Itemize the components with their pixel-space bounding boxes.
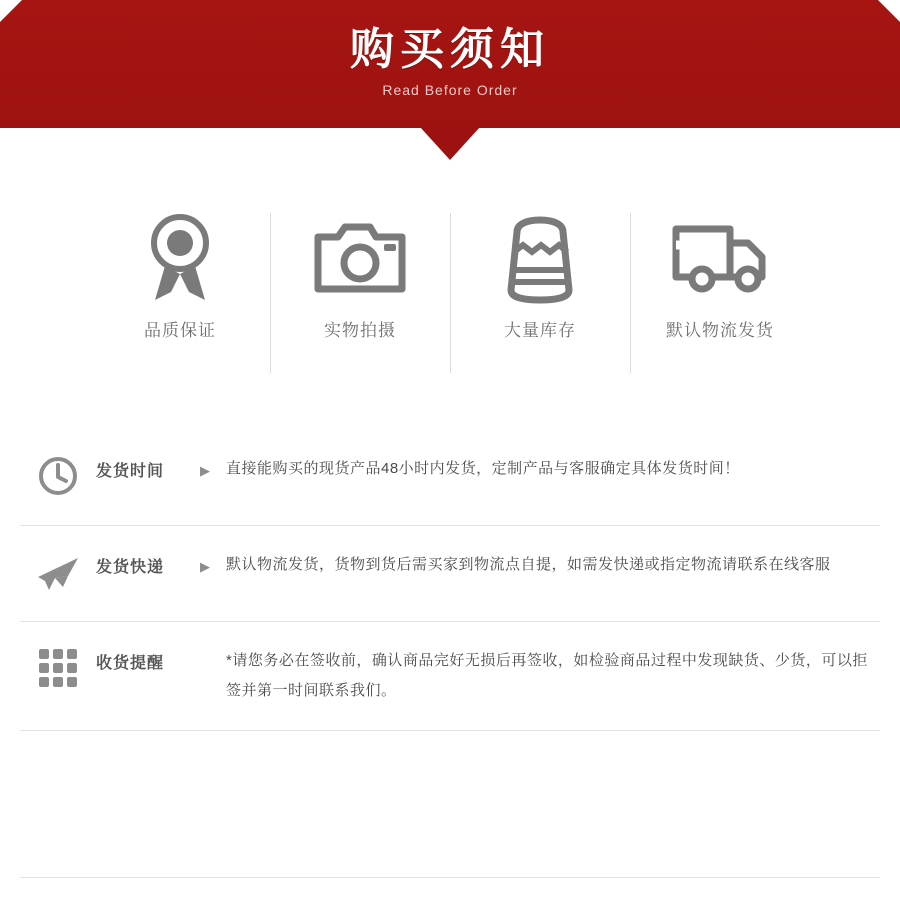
info-row-title: 发货快递 bbox=[96, 559, 165, 576]
feature-list bbox=[40, 205, 860, 390]
info-row-shipping-method bbox=[20, 526, 880, 622]
ribbon-award-icon bbox=[141, 205, 219, 310]
page-title: 购买须知 bbox=[350, 24, 550, 74]
stock-boxes-icon bbox=[497, 205, 583, 310]
info-row-title: 发货时间 bbox=[96, 463, 165, 480]
info-row-text: 直接能购买的现货产品48小时内发货，定制产品与客服确定具体发货时间！ bbox=[226, 460, 740, 477]
grid-dots-icon bbox=[20, 644, 96, 688]
truck-icon bbox=[668, 205, 772, 310]
marker-triangle-icon: ▶ bbox=[200, 463, 210, 478]
feature-label: 实物拍摄 bbox=[324, 321, 396, 340]
clock-icon bbox=[20, 452, 96, 496]
info-row-receiving-tips bbox=[20, 622, 880, 731]
bottom-divider bbox=[20, 877, 880, 878]
feature-label: 品质保证 bbox=[144, 321, 216, 340]
banner-notch-left bbox=[0, 0, 22, 22]
info-row-shipping-time bbox=[20, 430, 880, 526]
feature-label: 大量库存 bbox=[504, 321, 576, 340]
feature-label: 默认物流发货 bbox=[666, 321, 774, 340]
feature-item-logistics bbox=[630, 205, 810, 341]
airplane-icon bbox=[20, 548, 96, 596]
feature-item-stock bbox=[450, 205, 630, 341]
feature-item-photo bbox=[270, 205, 450, 341]
marker-triangle-icon: ▶ bbox=[200, 559, 210, 574]
page-subtitle: Read Before Order bbox=[382, 82, 518, 99]
banner-arrow-icon bbox=[420, 127, 480, 160]
marker-triangle-icon bbox=[200, 644, 226, 655]
feature-item-quality bbox=[90, 205, 270, 341]
info-row-title: 收货提醒 bbox=[96, 655, 165, 672]
header-banner bbox=[0, 0, 900, 128]
camera-icon bbox=[312, 205, 408, 310]
banner-notch-right bbox=[878, 0, 900, 22]
info-row-text: 默认物流发货，货物到货后需买家到物流点自提，如需发快递或指定物流请联系在线客服 bbox=[226, 556, 831, 573]
info-row-text: *请您务必在签收前，确认商品完好无损后再签收，如检验商品过程中发现缺货、少货，可以拒签并第一时间联系我们。 bbox=[226, 652, 868, 699]
info-section bbox=[20, 430, 880, 731]
